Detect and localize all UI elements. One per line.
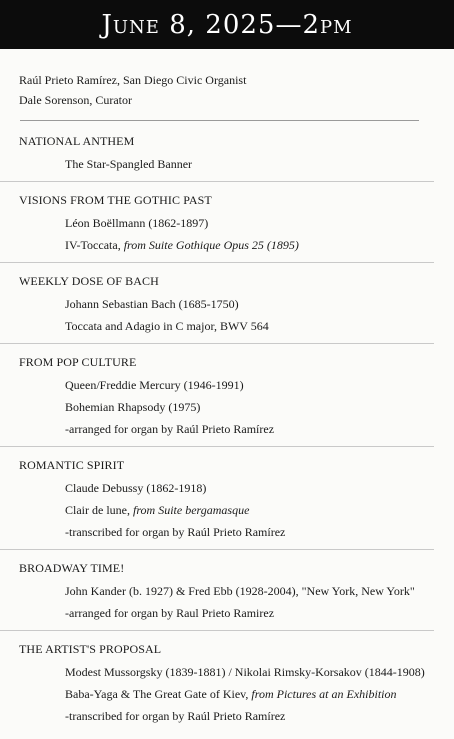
line-text: Bohemian Rhapsody (1975) (65, 400, 201, 414)
program-line (19, 418, 434, 440)
line-text: Modest Mussorgsky (1839-1881) / Nikolai Rimsky-Korsakov (1844-1908) (65, 665, 425, 679)
line-text: John Kander (b. 1927) & Fred Ebb (1928-2004), "New York, New York" (65, 584, 415, 598)
header-bar (0, 0, 454, 49)
program-line (19, 705, 434, 727)
performer-credits (19, 70, 246, 110)
line-italic-text: from Suite bergamasque (132, 503, 250, 517)
line-italic-text: from Pictures at an Exhibition (251, 687, 397, 701)
section-title: VISIONS FROM THE GOTHIC PAST (19, 193, 212, 207)
program-line (19, 521, 434, 543)
line-text: -transcribed for organ by Raúl Prieto Ramírez (65, 709, 286, 723)
program-line (19, 212, 434, 234)
line-text: -arranged for organ by Raul Prieto Ramirez (65, 606, 275, 620)
line-text: Queen/Freddie Mercury (1946-1991) (65, 378, 244, 392)
program-line (19, 153, 434, 175)
organist-credit: Raúl Prieto Ramírez, San Diego Civic Organist (19, 73, 247, 87)
line-italic-text: from Suite Gothique Opus 25 (1895) (123, 238, 299, 252)
program-line (19, 396, 434, 418)
program-line (19, 477, 434, 499)
program-list (0, 129, 454, 739)
program-section (0, 453, 434, 550)
program-section (0, 637, 434, 733)
curator-credit: Dale Sorenson, Curator (19, 93, 132, 107)
program-line (19, 580, 434, 602)
line-text: -arranged for organ by Raúl Prieto Ramírez (65, 422, 275, 436)
program-section (0, 269, 434, 344)
program-line (19, 661, 434, 683)
program-line (19, 293, 434, 315)
program-line (19, 499, 434, 521)
line-text: Baba-Yaga & The Great Gate of Kiev, (65, 687, 252, 701)
line-text: The Star-Spangled Banner (65, 157, 193, 171)
line-text: Léon Boëllmann (1862-1897) (65, 216, 209, 230)
section-title: WEEKLY DOSE OF BACH (19, 274, 159, 288)
program-section (0, 350, 434, 447)
event-date-title: June 8, 2025—2pm (101, 9, 353, 40)
line-text: Claude Debussy (1862-1918) (65, 481, 207, 495)
line-text: Toccata and Adagio in C major, BWV 564 (65, 319, 269, 333)
section-title: FROM POP CULTURE (19, 355, 137, 369)
program-line (19, 234, 434, 256)
section-title: BROADWAY TIME! (19, 561, 125, 575)
program-line (19, 374, 434, 396)
section-title: ROMANTIC SPIRIT (19, 458, 125, 472)
section-title: NATIONAL ANTHEM (19, 134, 135, 148)
program-line (19, 683, 434, 705)
program-section (0, 188, 434, 263)
line-text: IV-Toccata, (65, 238, 124, 252)
header-divider (20, 120, 419, 121)
line-text: -transcribed for organ by Raúl Prieto Ramírez (65, 525, 286, 539)
line-text: Johann Sebastian Bach (1685-1750) (65, 297, 239, 311)
line-text: Clair de lune, (65, 503, 133, 517)
section-title: THE ARTIST'S PROPOSAL (19, 642, 162, 656)
program-line (19, 315, 434, 337)
program-section (0, 129, 434, 182)
program-line (19, 602, 434, 624)
program-section (0, 556, 434, 631)
